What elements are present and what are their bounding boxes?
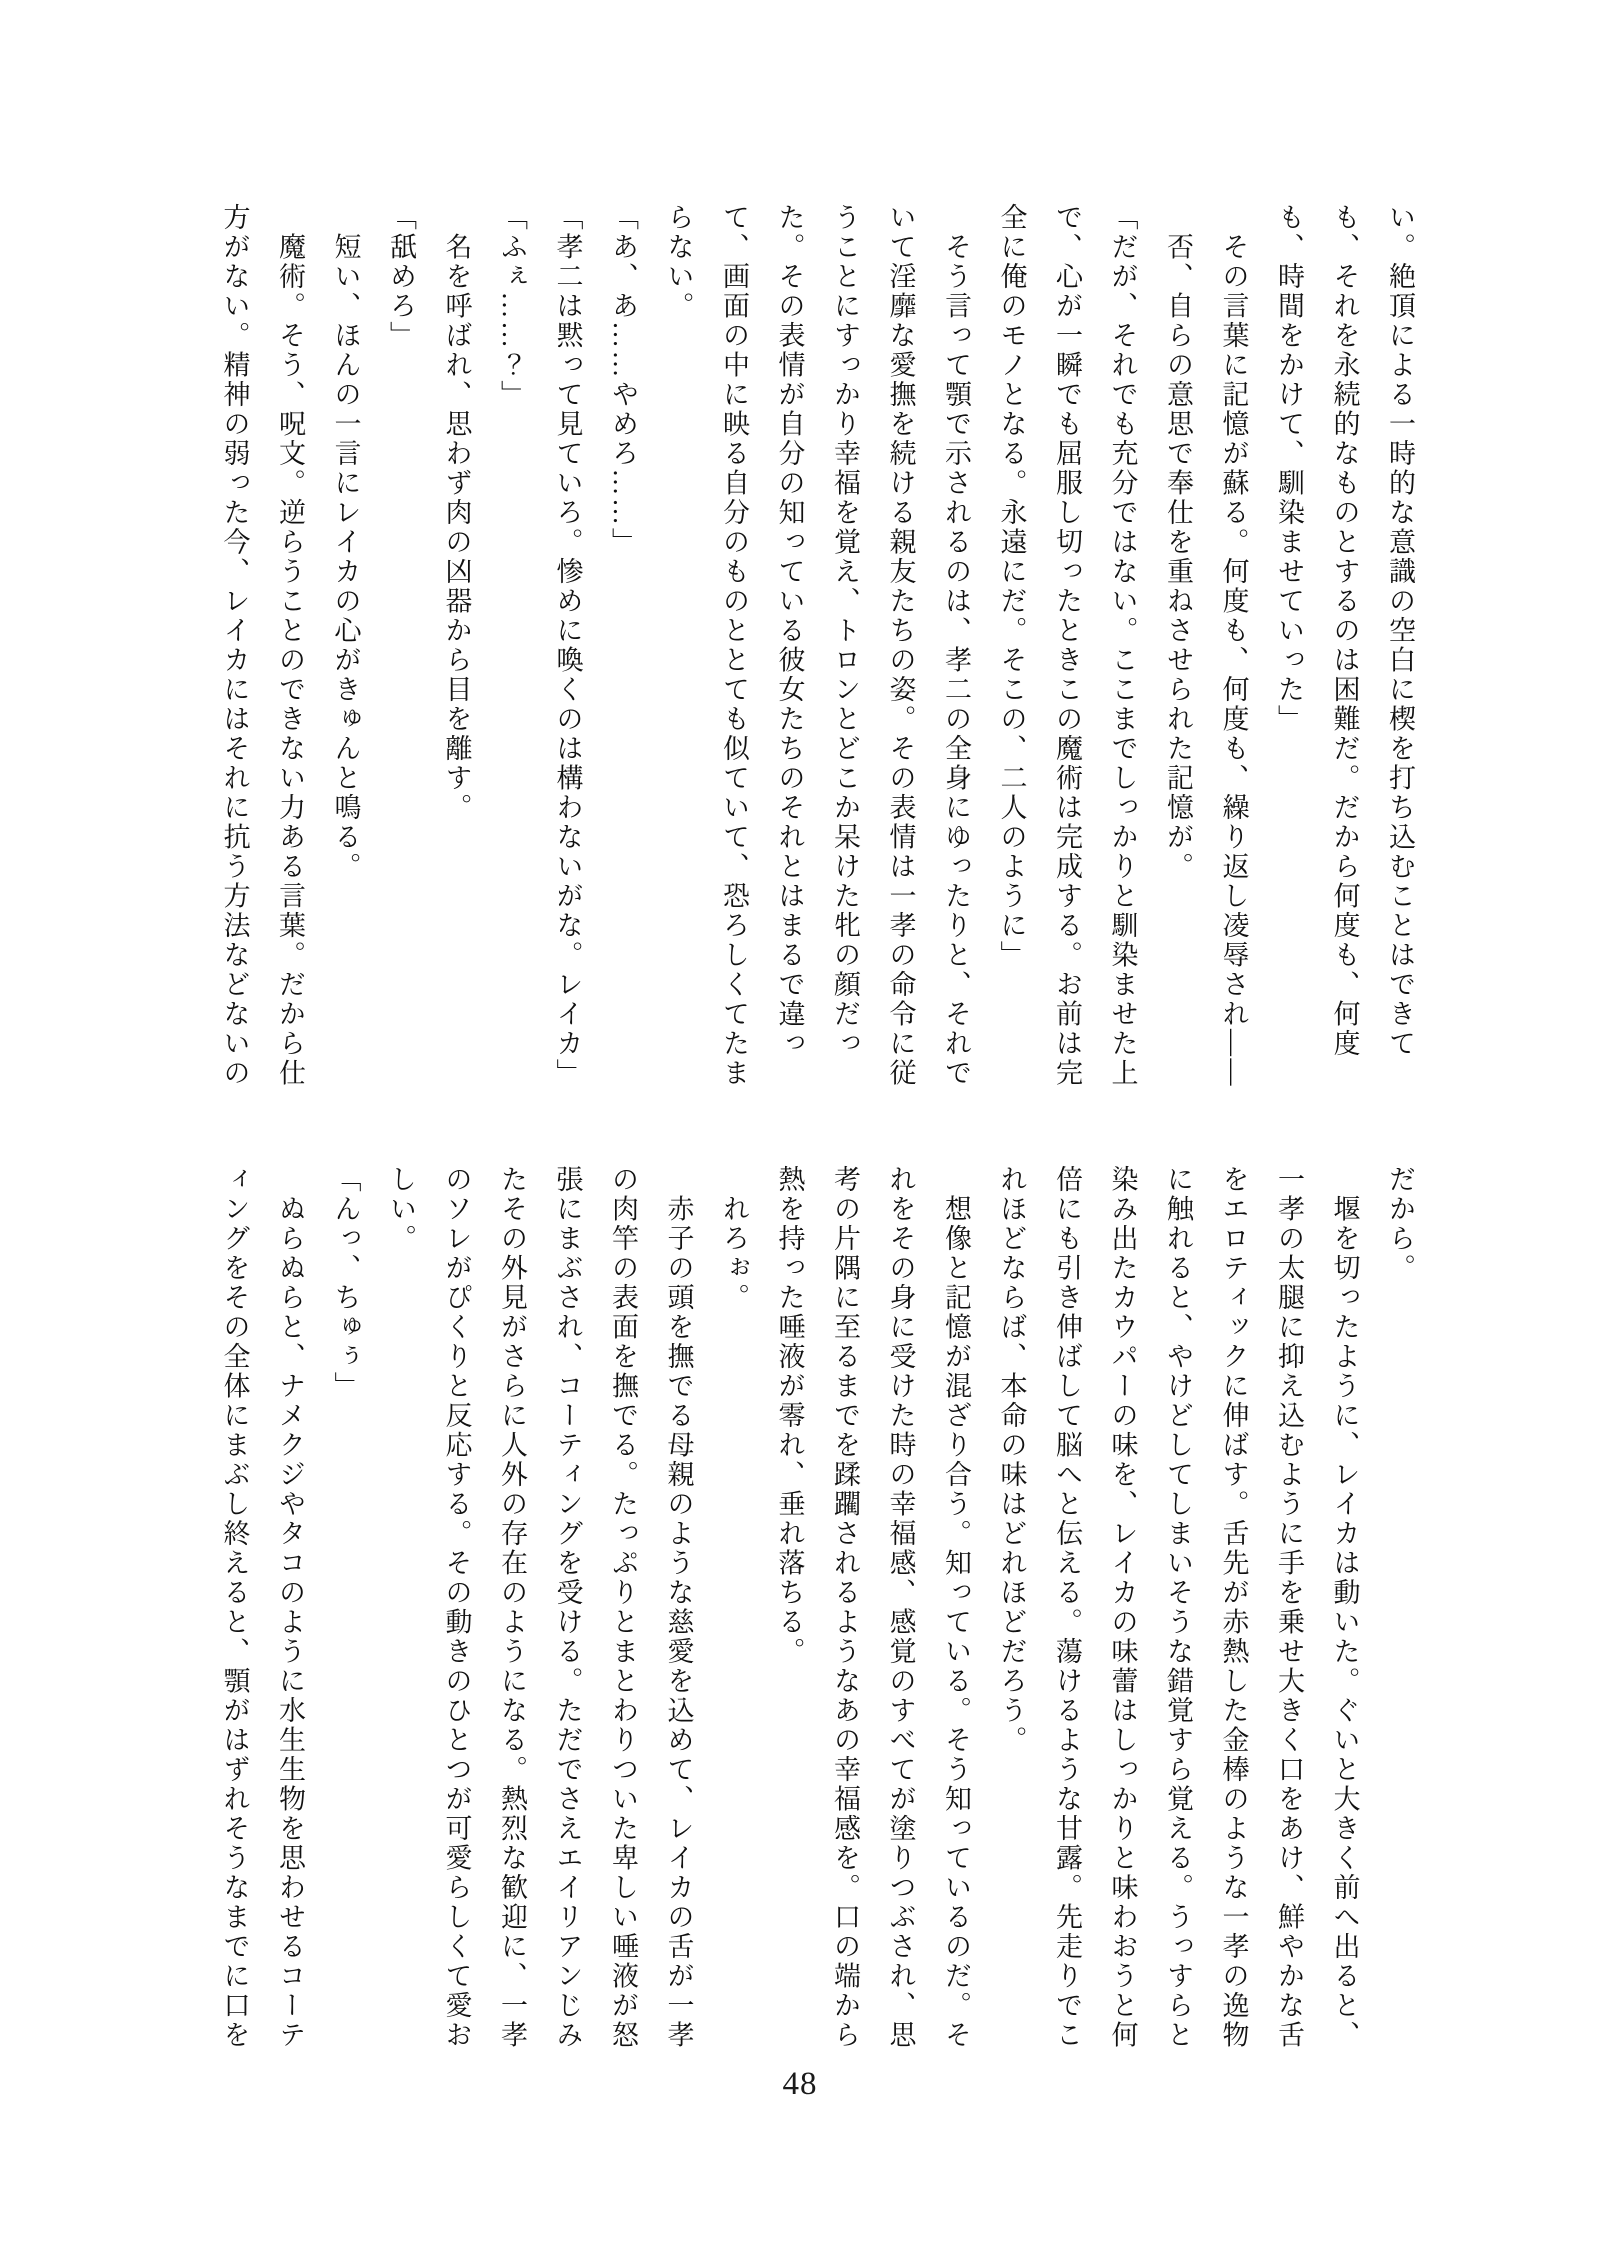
text-column: 「舐めろ」: [386, 203, 416, 351]
text-column: の肉竿の表面を撫でる。たっぷりとまとわりついた卑しい唾液が怒: [608, 1165, 638, 2050]
text-column: も、それを永続的なものとするのは困難だ。だから何度も、何度: [1329, 203, 1360, 1059]
text-column: をエロティックに伸ばす。舌先が赤熱した金棒のような一孝の逸物: [1218, 1165, 1249, 2050]
text-column: いて淫靡な愛撫を続ける親友たちの姿。その表情は一孝の命令に従: [885, 203, 916, 1088]
text-column: らない。: [663, 203, 694, 321]
text-column: 染み出たカウパーの味を、レイカの味蕾はしっかりと味わおうと何: [1107, 1165, 1138, 2050]
text-column: に触れると、やけどしてしまいそうな錯覚すら覚える。うっすらと: [1163, 1165, 1193, 2050]
text-column: れほどならば、本命の味はどれほどだろう。: [996, 1165, 1027, 1755]
text-column: 張にまぶされ、コーティングを受ける。ただでさえエイリアンじみ: [552, 1165, 583, 2050]
text-column: 否、自らの意思で奉仕を重ねさせられた記憶が。: [1163, 203, 1193, 882]
text-column: 方がない。精神の弱った今、レイカにはそれに抗う方法などないの: [219, 203, 250, 1088]
text-column: 想像と記憶が混ざり合う。知っている。そう知っているのだ。そ: [941, 1165, 971, 2050]
text-column: 考の片隅に至るまでを蹂躙されるようなあの幸福感を。口の端から: [830, 1165, 860, 2050]
text-column: 「ふぇ……？」: [497, 203, 527, 410]
text-column: 一孝の太腿に抑え込むように手を乗せ大きく口をあけ、鮮やかな舌: [1274, 1165, 1304, 2050]
text-column: ィングをその全体にまぶし終えると、顎がはずれそうなまでに口を: [219, 1165, 250, 2050]
text-column: 短い、ほんの一言にレイカの心がきゅんと鳴る。: [330, 203, 361, 882]
text-column: しい。: [386, 1165, 416, 1254]
text-column: 「あ、あ……やめろ……」: [608, 203, 638, 557]
text-column: ぬらぬらと、ナメクジやタコのように水生生物を思わせるコーテ: [275, 1165, 305, 2050]
text-column: 「だが、それでも充分ではない。ここまでしっかりと馴染ませた上: [1107, 203, 1138, 1088]
lower-text-block: [206, 1165, 1427, 2057]
text-column: れろぉ。: [719, 1165, 749, 1313]
text-column: うことにすっかり幸福を覚え、トロンとどこか呆けた牝の顔だっ: [830, 203, 860, 1059]
text-column: たその外見がさらに人外の存在のようになる。熱烈な歓迎に、一孝: [497, 1165, 527, 2050]
text-column: そう言って顎で示されるのは、孝二の全身にゆったりと、それで: [941, 203, 971, 1088]
text-column: で、心が一瞬でも屈服し切ったときこの魔術は完成する。お前は完: [1052, 203, 1082, 1088]
text-column: 魔術。そう、呪文。逆らうことのできない力ある言葉。だから仕: [275, 203, 305, 1088]
text-column: その言葉に記憶が蘇る。何度も、何度も、繰り返し凌辱され――: [1218, 203, 1249, 1088]
text-column: 全に俺のモノとなる。永遠にだ。そこの、二人のように」: [996, 203, 1027, 970]
text-column: て、画面の中に映る自分のものととても似ていて、恐ろしくてたま: [719, 203, 749, 1088]
text-column: も、時間をかけて、馴染ませていった」: [1274, 203, 1304, 734]
text-column: 熱を持った唾液が零れ、垂れ落ちる。: [774, 1165, 805, 1667]
text-column: い。絶頂による一時的な意識の空白に楔を打ち込むことはできて: [1385, 203, 1415, 1059]
text-column: 堰を切ったように、レイカは動いた。ぐいと大きく前へ出ると、: [1329, 1165, 1360, 2050]
text-column: だから。: [1385, 1165, 1415, 1283]
text-column: 倍にも引き伸ばして脳へと伝える。蕩けるような甘露。先走りでこ: [1052, 1165, 1082, 2050]
text-column: 「んっ、ちゅぅ」: [330, 1165, 361, 1401]
text-column: のソレがぴくりと反応する。その動きのひとつが可愛らしくて愛お: [441, 1165, 472, 2050]
text-column: 「孝二は黙って見ていろ。惨めに喚くのは構わないがな。レイカ」: [552, 203, 583, 1088]
text-column: 赤子の頭を撫でる母親のような慈愛を込めて、レイカの舌が一孝: [663, 1165, 694, 2050]
text-column: 名を呼ばれ、思わず肉の凶器から目を離す。: [441, 203, 472, 823]
text-column: れをその身に受けた時の幸福感、感覚のすべてが塗りつぶされ、思: [885, 1165, 916, 2050]
upper-text-block: [206, 203, 1427, 1095]
page-number: 48: [782, 2066, 818, 2102]
text-column: た。その表情が自分の知っている彼女たちのそれとはまるで違っ: [774, 203, 805, 1059]
